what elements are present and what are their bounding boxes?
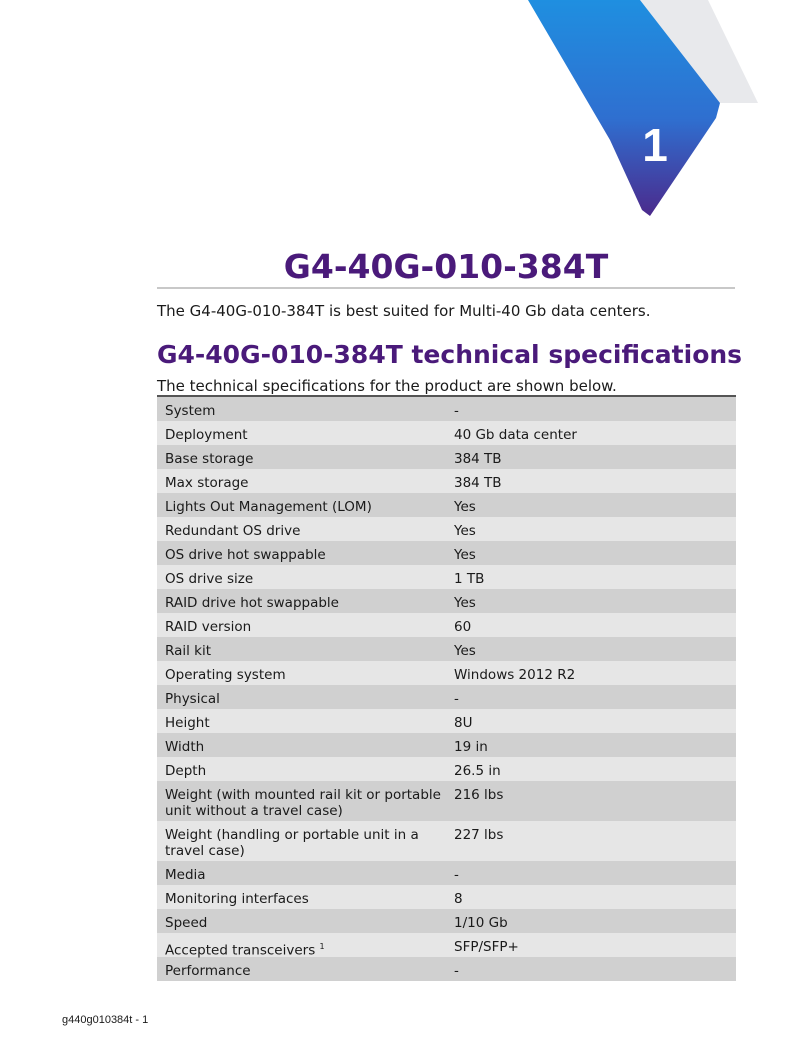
- spec-value: Yes: [454, 595, 476, 611]
- spec-value: SFP/SFP+: [454, 939, 519, 955]
- table-row: [157, 421, 736, 445]
- table-row: [157, 733, 736, 757]
- table-row: [157, 781, 736, 821]
- chapter-banner: [0, 0, 808, 230]
- table-row: [157, 933, 736, 957]
- spec-value: 19 in: [454, 739, 488, 755]
- table-row: [157, 709, 736, 733]
- title-divider: [157, 287, 735, 289]
- spec-label: Height: [165, 715, 210, 731]
- table-row: [157, 821, 736, 861]
- spec-value: 60: [454, 619, 472, 635]
- table-intro: The technical specifications for the product are shown below.: [157, 377, 617, 395]
- table-row: [157, 637, 736, 661]
- table-row: [157, 909, 736, 933]
- page-footer: g440g010384t - 1: [62, 1014, 149, 1026]
- spec-value: 227 lbs: [454, 827, 504, 843]
- spec-label: OS drive size: [165, 571, 254, 587]
- spec-label: Accepted transceivers $^1$: [165, 942, 325, 959]
- spec-label: Depth: [165, 763, 207, 779]
- spec-value: Yes: [454, 643, 476, 659]
- spec-value: 216 lbs: [454, 787, 504, 803]
- spec-value: 8U: [454, 715, 473, 731]
- table-row: [157, 661, 736, 685]
- spec-label: Base storage: [165, 451, 254, 467]
- spec-label: Physical: [165, 691, 220, 707]
- footnote-marker: 1: [319, 942, 325, 951]
- spec-label: RAID version: [165, 619, 252, 635]
- spec-label: Speed: [165, 915, 208, 931]
- table-row: [157, 757, 736, 781]
- spec-value: -: [454, 691, 459, 707]
- spec-value: 1 TB: [454, 571, 485, 587]
- table-row: [157, 445, 736, 469]
- spec-label: Weight (with mounted rail kit or portable unit without a travel case): [165, 787, 441, 819]
- spec-value: 384 TB: [454, 475, 502, 491]
- spec-label: Media: [165, 867, 206, 883]
- table-row: [157, 541, 736, 565]
- spec-label: OS drive hot swappable: [165, 547, 326, 563]
- page-title: G4-40G-010-384T: [283, 247, 609, 286]
- spec-value: Windows 2012 R2: [454, 667, 576, 683]
- spec-table: [157, 395, 736, 981]
- table-row: [157, 861, 736, 885]
- spec-value: -: [454, 403, 459, 419]
- spec-value: Yes: [454, 499, 476, 515]
- spec-label: Rail kit: [165, 643, 212, 659]
- spec-value: -: [454, 867, 459, 883]
- spec-label: Deployment: [165, 427, 248, 443]
- table-row: [157, 613, 736, 637]
- table-row: [157, 885, 736, 909]
- table-row: [157, 589, 736, 613]
- spec-label: Redundant OS drive: [165, 523, 301, 539]
- spec-label: Operating system: [165, 667, 286, 683]
- chapter-number: 1: [642, 119, 668, 171]
- table-row: [157, 565, 736, 589]
- spec-label: Max storage: [165, 475, 249, 491]
- table-row: [157, 397, 736, 421]
- spec-value: 26.5 in: [454, 763, 501, 779]
- spec-value: 8: [454, 891, 463, 907]
- spec-label: Width: [165, 739, 205, 755]
- table-row: [157, 685, 736, 709]
- spec-value: Yes: [454, 547, 476, 563]
- spec-label: Weight (handling or portable unit in a travel case): [165, 827, 419, 859]
- spec-value: Yes: [454, 523, 476, 539]
- spec-value: 40 Gb data center: [454, 427, 577, 443]
- spec-label: Performance: [165, 963, 251, 979]
- spec-value: 1/10 Gb: [454, 915, 508, 931]
- spec-label: RAID drive hot swappable: [165, 595, 339, 611]
- spec-label: System: [165, 403, 216, 419]
- spec-value: 384 TB: [454, 451, 502, 467]
- table-row: [157, 493, 736, 517]
- table-row: [157, 957, 736, 981]
- page-intro: The G4-40G-010-384T is best suited for Multi-40 Gb data centers.: [157, 302, 651, 320]
- spec-label: Lights Out Management (LOM): [165, 499, 372, 515]
- section-heading: G4-40G-010-384T technical specifications: [157, 340, 743, 369]
- spec-value: -: [454, 963, 459, 979]
- table-row: [157, 469, 736, 493]
- table-row: [157, 517, 736, 541]
- spec-label: Monitoring interfaces: [165, 891, 309, 907]
